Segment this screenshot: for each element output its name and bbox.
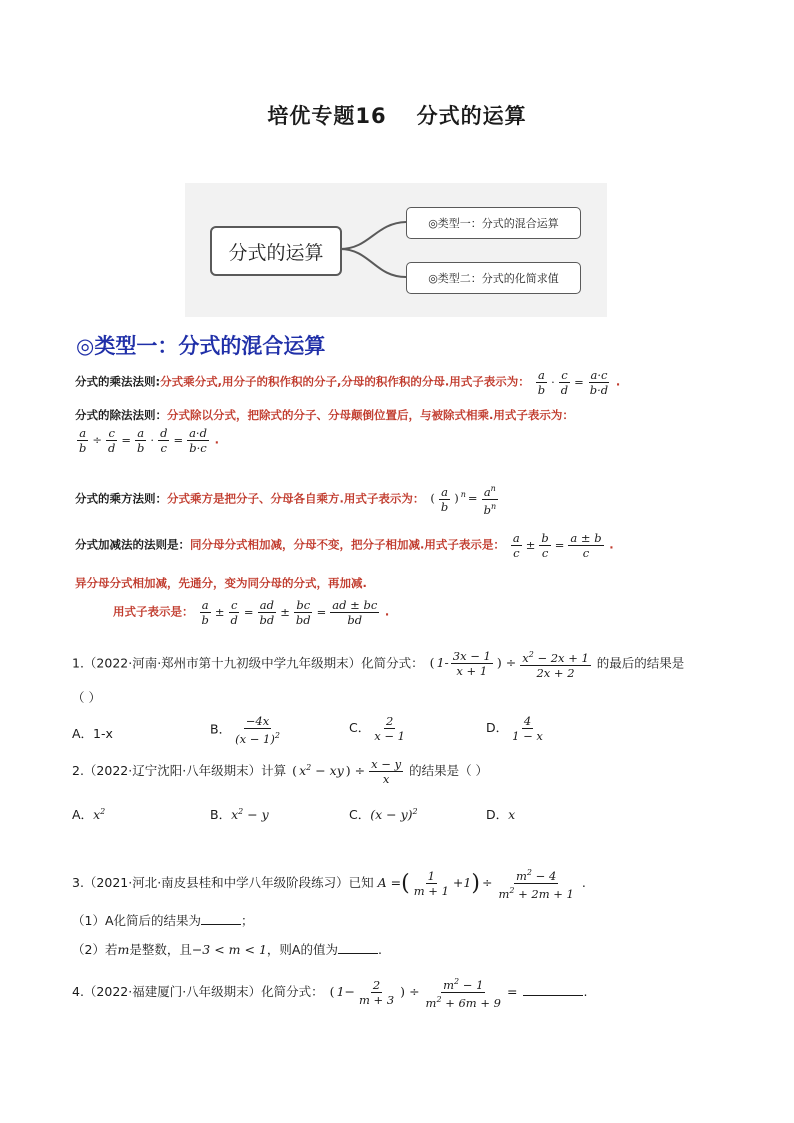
question-2-option-c[interactable]: C．$(x - y)^2$ xyxy=(349,806,418,822)
question-1-option-d[interactable]: D． $\frac{4}{1 - x}$ xyxy=(486,714,543,743)
question-3-part-1-text: （1）A化简后的结果为 xyxy=(72,913,202,928)
question-1-option-c[interactable]: C． $\frac{2}{x - 1}$ xyxy=(349,714,405,743)
rule-label: 分式的除法法则： xyxy=(75,408,167,422)
rule-label: 分式加减法的法则是： xyxy=(75,537,190,552)
question-3-part-1 xyxy=(72,911,254,929)
title-topic-number: 培优专题16 xyxy=(267,104,387,128)
question-4-expression: ( 1− $\frac{2}{m + 3}$ ) ÷ $\frac{m^2 - 1}{m^2 + 6m + 9}$ = xyxy=(329,977,518,1010)
page-title xyxy=(0,100,794,130)
question-2-text: 2.（2022·辽宁沈阳·八年级期末）计算 xyxy=(72,763,287,778)
question-4-end: . xyxy=(583,983,588,999)
answer-blank[interactable] xyxy=(523,995,583,996)
rule-text: 分式乘方是把分子、分母各自乘方.用式子表示为： xyxy=(167,491,425,506)
rule-different-denominator-formula: 用式子表示是： $\frac{a}{b}$ ± $\frac{c}{d}$ = $\frac{ad}{bd}$ ± $\frac{bc}{bd}$ = $\frac{ad \pm bc}{bd}$ . xyxy=(113,598,390,627)
question-2-expression: ( $x^2$ − xy ) ÷ $\frac{x - y}{x}$ xyxy=(292,757,402,786)
question-3: 3.（2021·河北·南皮县桂和中学八年级阶段练习）已知 A =( $\frac{1}{m + 1}$ +1) ÷ $\frac{m^2 - 4}{m^2 + 2m + 1}$ . xyxy=(72,868,586,901)
mind-map-branch-type2: ◎类型二：分式的化简求值 xyxy=(406,262,581,294)
question-3-part-2-text: 是整数，且 xyxy=(129,942,192,957)
section-heading-type1: ◎类型一：分式的混合运算 xyxy=(76,334,326,358)
question-2-option-d[interactable]: D．x xyxy=(486,807,516,822)
formula-multiplication: $\frac{a}{b}$ · $\frac{c}{d}$ = $\frac{a\cdot c}{b\cdot d}$ xyxy=(537,368,609,397)
question-1 xyxy=(72,648,684,680)
rule-text: 用式子表示是： xyxy=(113,604,194,619)
question-4-text: 4.（2022·福建厦门·八年级期末）化简分式： xyxy=(72,983,324,999)
question-2 xyxy=(72,757,488,786)
question-3-part-1-end: ； xyxy=(241,913,254,928)
question-3-expression: A =( $\frac{1}{m + 1}$ +1) ÷ $\frac{m^2 - 4}{m^2 + 2m + 1}$ xyxy=(377,868,574,901)
option-label: D． xyxy=(486,807,509,822)
rule-label: 分式的乘法法则: xyxy=(75,374,161,389)
question-4 xyxy=(72,975,587,1010)
rule-text: 分式除以分式，把除式的分子、分母颠倒位置后，与被除式相乘.用式子表示为： xyxy=(167,408,574,422)
rule-addition: 分式加减法的法则是：同分母分式相加减，分母不变，把分子相加减.用式子表示是： $\frac{a}{c}$ ± $\frac{b}{c}$ = $\frac{a \pm b}{c}$ . xyxy=(75,531,614,560)
rule-multiplication: 分式的乘法法则:分式乘分式,用分子的积作积的分子,分母的积作积的分母.用式子表示为： $\frac{a}{b}$ · $\frac{c}{d}$ = $\frac{a\cdot c}{b\cdot d}$ . xyxy=(75,368,621,397)
formula-same-denominator: $\frac{a}{c}$ ± $\frac{b}{c}$ = $\frac{a \pm b}{c}$ xyxy=(512,531,602,560)
mind-map-root: 分式的运算 xyxy=(210,226,342,276)
formula-different-denominator: $\frac{a}{b}$ ± $\frac{c}{d}$ = $\frac{ad}{bd}$ ± $\frac{bc}{bd}$ = $\frac{ad \pm bc}{bd}$ xyxy=(201,598,378,627)
option-label: D． xyxy=(486,720,509,735)
rule-different-denominator: 异分母分式相加减，先通分，变为同分母的分式，再加减. xyxy=(75,576,367,590)
question-1-text: 1.（2022·河南·郑州市第十九初级中学九年级期末）化简分式： xyxy=(72,655,424,671)
question-2-option-a[interactable]: A．$x^2$ xyxy=(72,806,106,822)
rule-text: 分式乘分式,用分子的积作积的分子,分母的积作积的分母.用式子表示为： xyxy=(160,374,530,389)
rule-label: 分式的乘方法则： xyxy=(75,491,167,506)
question-3-part-2: （2）若m是整数，且−3 < m < 1，则A的值为 . xyxy=(72,942,382,957)
option-label: A． xyxy=(72,807,94,822)
answer-blank[interactable] xyxy=(338,953,378,954)
title-topic: 分式的运算 xyxy=(416,104,527,128)
question-2-suffix: 的结果是（ ） xyxy=(409,763,489,778)
option-label: B． xyxy=(210,721,232,737)
mind-map xyxy=(185,183,607,317)
question-2-option-b[interactable]: B．$x^2 - y$ xyxy=(210,806,269,822)
formula-power: ( $\frac{a}{b}$ ) $^n$ = $\frac{a^n}{b^n}$ xyxy=(430,484,497,517)
question-3-part-2-text: ，则A的值为 xyxy=(266,942,338,957)
question-3-part-2-end: . xyxy=(377,942,382,957)
rule-division xyxy=(75,407,574,423)
question-1-option-b[interactable]: B． $\frac{-4x}{(x - 1)^2}$ xyxy=(210,714,280,746)
question-1-paren: （ ） xyxy=(72,690,101,705)
question-1-option-a[interactable]: A．1-x xyxy=(72,726,113,741)
formula-division: $\frac{a}{b}$ ÷ $\frac{c}{d}$ = $\frac{a}{b}$ · $\frac{d}{c}$ = $\frac{a\cdot d}{b\cdot c}$ . xyxy=(79,426,219,455)
question-1-suffix: 的最后的结果是 xyxy=(596,655,685,671)
question-3-text: 3.（2021·河北·南皮县桂和中学八年级阶段练习）已知 xyxy=(72,874,374,890)
option-label: C． xyxy=(349,720,371,735)
rule-power xyxy=(75,482,500,517)
rule-text: 同分母分式相加减，分母不变，把分子相加减.用式子表示是： xyxy=(190,537,505,552)
question-1-expression: ( 1- $\frac{3x - 1}{x + 1}$ ) ÷ $\frac{x^2 - 2x + 1}{2x + 2}$ xyxy=(429,649,589,680)
question-3-part-2-text: （2）若 xyxy=(72,942,118,957)
mind-map-branch-type1: ◎类型一：分式的混合运算 xyxy=(406,207,581,239)
option-label: C． xyxy=(349,807,371,822)
answer-blank[interactable] xyxy=(201,924,241,925)
option-label: B． xyxy=(210,807,232,822)
